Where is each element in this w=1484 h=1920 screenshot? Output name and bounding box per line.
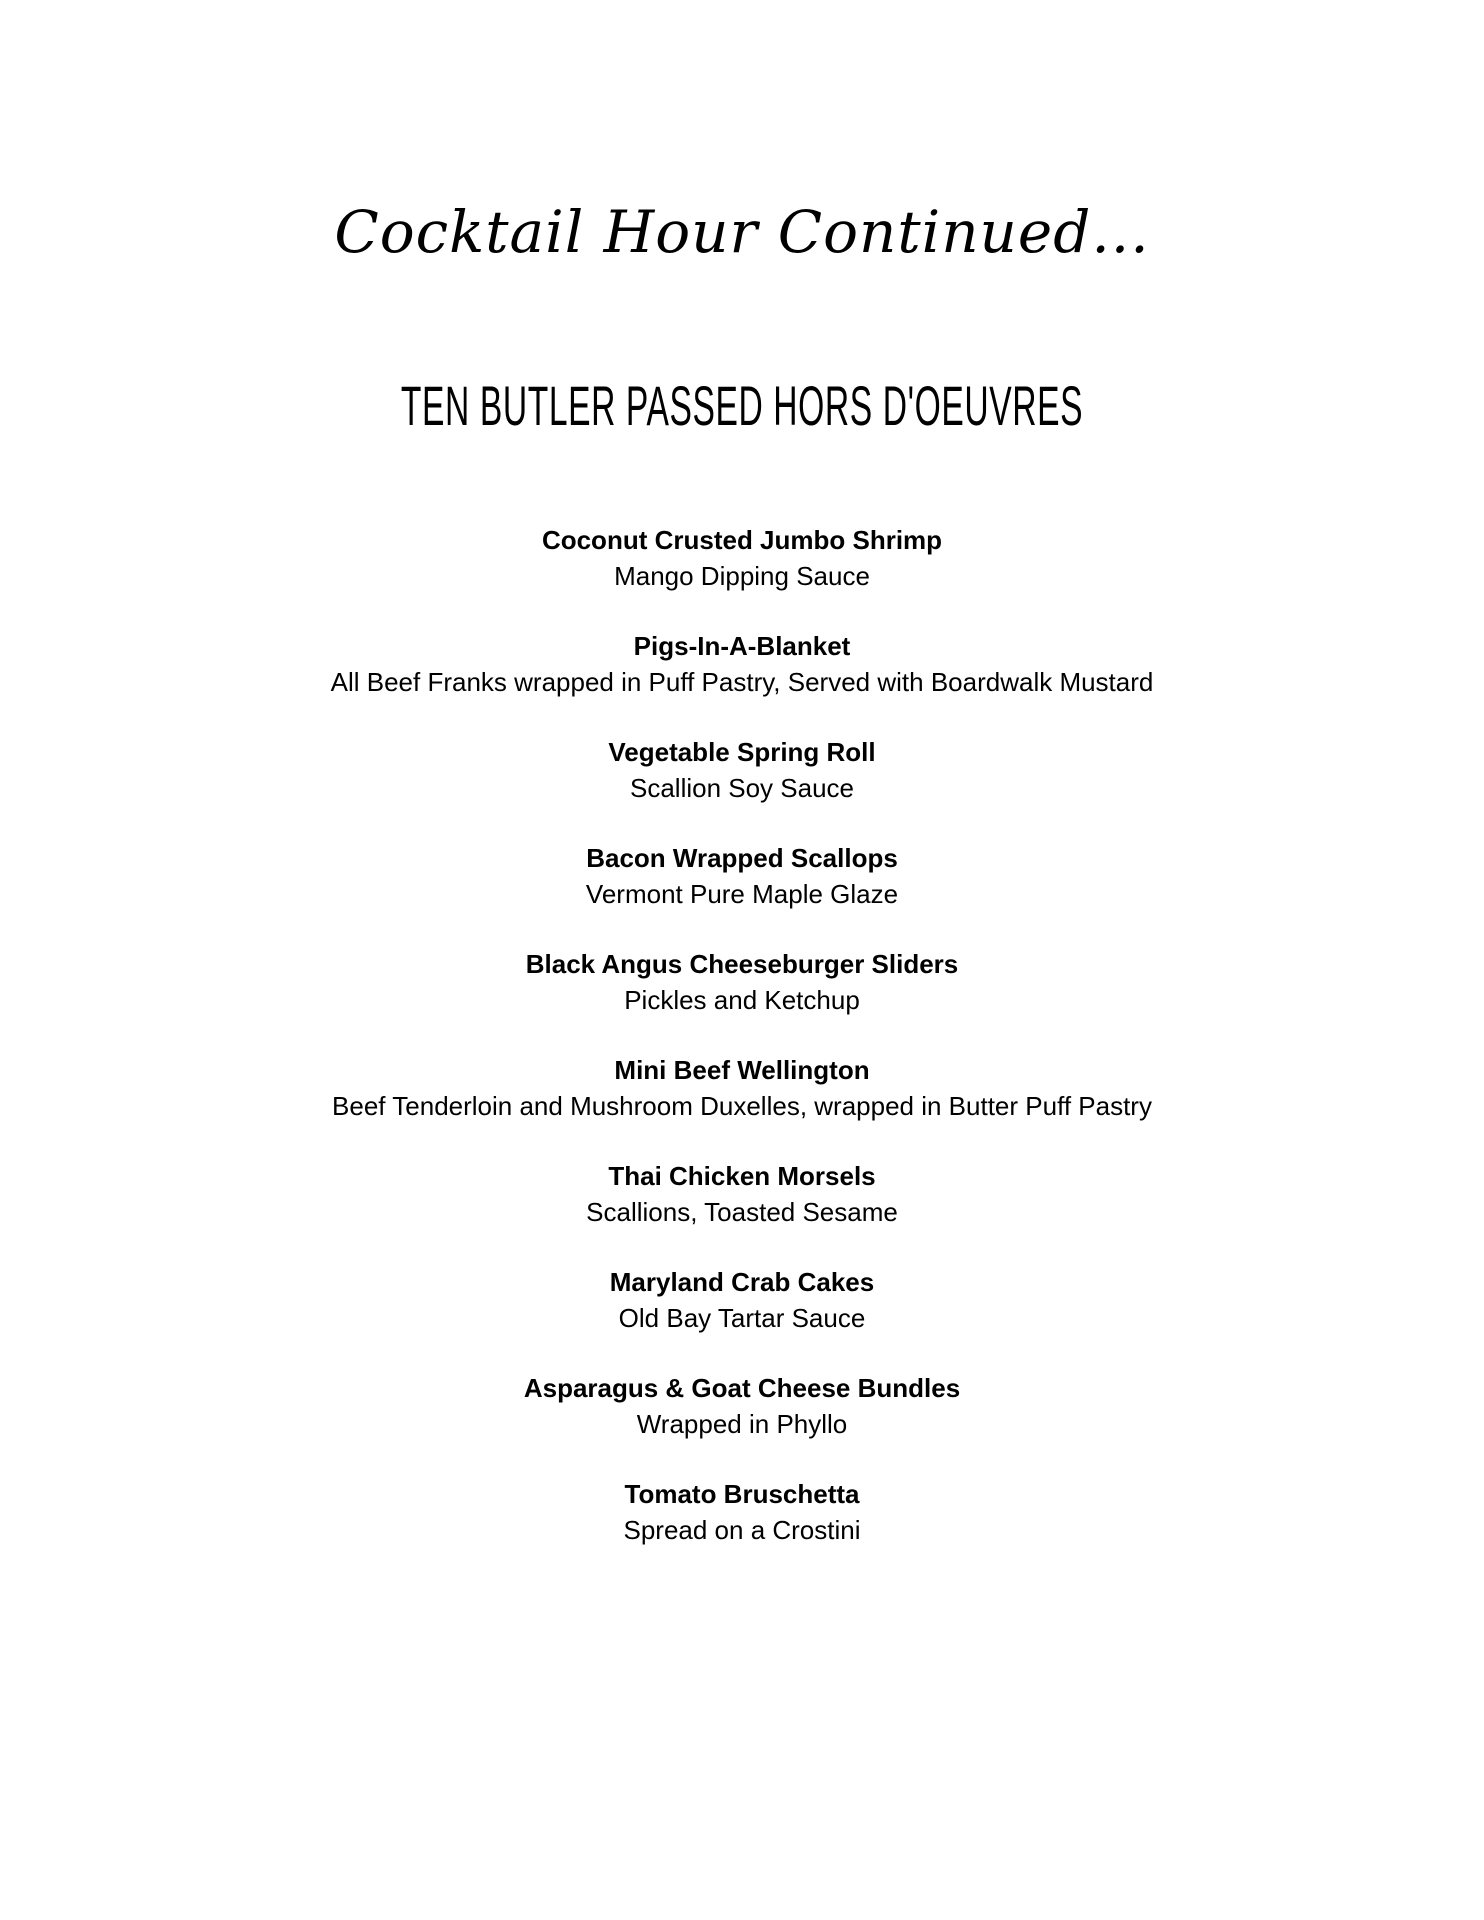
menu-item-name: Maryland Crab Cakes: [609, 1267, 875, 1297]
menu-item-name: Vegetable Spring Roll: [608, 737, 876, 767]
menu-item-description: Scallions, Toasted Sesame: [586, 1197, 898, 1227]
menu-item-description: Mango Dipping Sauce: [614, 561, 870, 591]
menu-item: [0, 1370, 1484, 1476]
menu-item: [0, 1476, 1484, 1582]
menu-item-name: Coconut Crusted Jumbo Shrimp: [541, 525, 943, 555]
menu-item-description: Old Bay Tartar Sauce: [618, 1303, 866, 1333]
menu-item-description: Pickles and Ketchup: [624, 985, 860, 1015]
menu-item: [0, 734, 1484, 840]
menu-item: [0, 1264, 1484, 1370]
menu-item-name: Pigs-In-A-Blanket: [633, 631, 851, 661]
menu-item: [0, 946, 1484, 1052]
menu-item-name: Tomato Bruschetta: [624, 1479, 860, 1509]
menu-list: [0, 522, 1484, 1582]
section-heading: TEN BUTLER PASSED HORS D'OEUVRES: [400, 374, 1084, 437]
menu-item-description: Vermont Pure Maple Glaze: [585, 879, 899, 909]
menu-item-name: Bacon Wrapped Scallops: [586, 843, 898, 873]
menu-item-description: Spread on a Crostini: [623, 1515, 861, 1545]
menu-item-name: Mini Beef Wellington: [614, 1055, 870, 1085]
menu-item: [0, 522, 1484, 628]
menu-item-description: Scallion Soy Sauce: [629, 773, 855, 803]
menu-item-name: Asparagus & Goat Cheese Bundles: [523, 1373, 961, 1403]
menu-item-name: Black Angus Cheeseburger Sliders: [525, 949, 959, 979]
menu-item-name: Thai Chicken Morsels: [608, 1161, 876, 1191]
menu-item: [0, 1158, 1484, 1264]
page-title: Cocktail Hour Continued...: [334, 198, 1150, 266]
menu-item: [0, 840, 1484, 946]
menu-item: [0, 1052, 1484, 1158]
menu-item: [0, 628, 1484, 734]
menu-item-description: Beef Tenderloin and Mushroom Duxelles, wrapped in Butter Puff Pastry: [332, 1091, 1152, 1121]
menu-item-description: Wrapped in Phyllo: [636, 1409, 848, 1439]
menu-item-description: All Beef Franks wrapped in Puff Pastry, Served with Boardwalk Mustard: [330, 667, 1154, 697]
